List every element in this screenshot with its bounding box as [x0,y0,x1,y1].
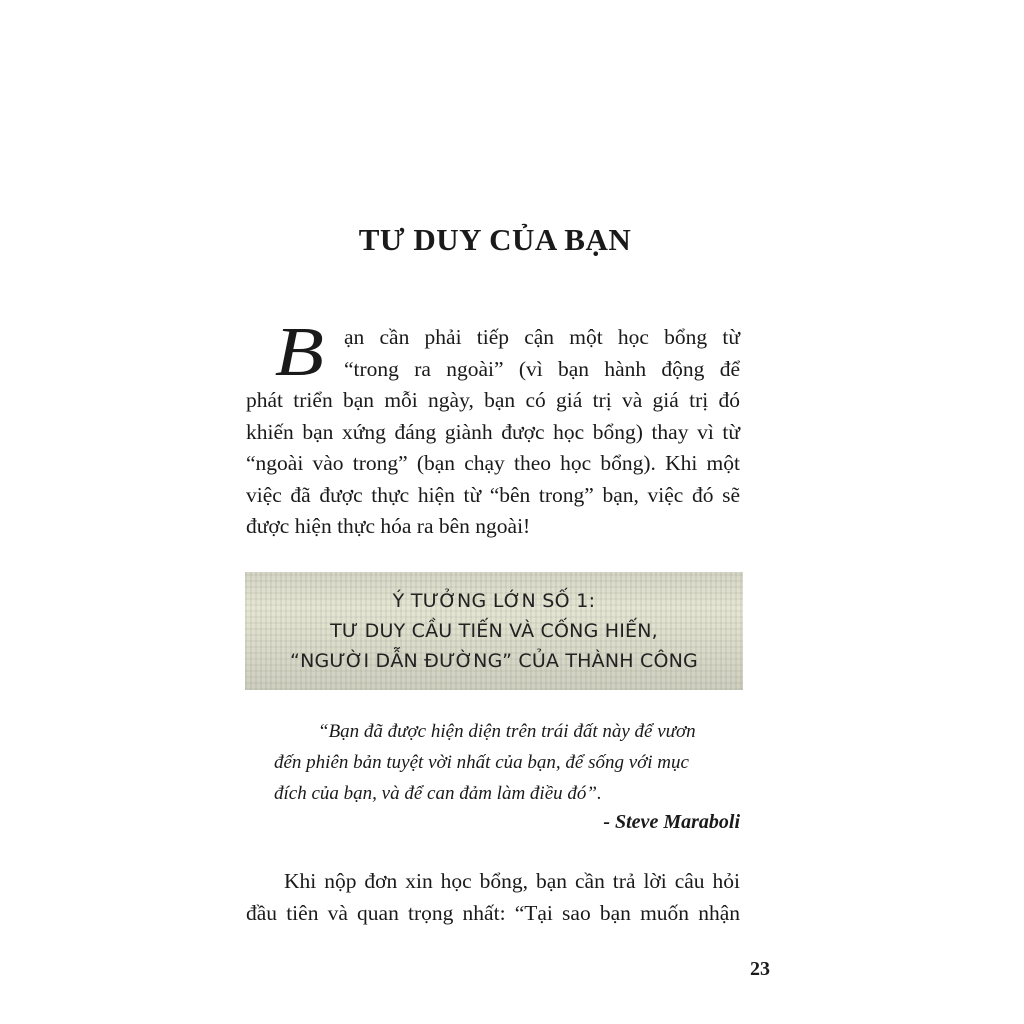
intro-paragraph [246,314,740,543]
intro-line: được hiện thực hóa ra bên ngoài! [246,514,531,538]
drop-cap: B [274,314,324,391]
callout-heading: Ý TƯỞNG LỚN SỐ 1: [392,590,596,612]
callout-line: “NGƯỜI DẪN ĐƯỜNG” CỦA THÀNH CÔNG [290,650,698,672]
intro-line: ạn cần phải tiếp cận một học bổng từ [344,325,740,349]
intro-line: “trong ra ngoài” (vì bạn hành động để [344,356,740,381]
quote-line: đích của bạn, và để can đảm làm điều đó”. [274,783,602,804]
intro-line: phát triển bạn mỗi ngày, bạn có giá trị và giá trị đó [246,388,740,412]
chapter-title: TƯ DUY CỦA BẠN [358,222,632,257]
big-idea-callout [245,572,743,690]
quote-line: đến phiên bản tuyệt vời nhất của bạn, để sống với mục [274,752,689,773]
epigraph-quote [274,716,714,809]
quote-author: - Steve Maraboli [603,811,740,833]
callout-line: TƯ DUY CẦU TIẾN VÀ CỐNG HIẾN, [330,620,658,642]
page-number: 23 [750,958,770,980]
body-line: Khi nộp đơn xin học bổng, bạn cần trả lời câu hỏi [284,869,740,893]
body-line: đầu tiên và quan trọng nhất: “Tại sao bạn muốn nhận [246,900,740,925]
quote-line: “Bạn đã được hiện diện trên trái đất này để vươn [318,721,696,742]
intro-line: khiến bạn xứng đáng giành được học bổng) thay vì từ [246,419,740,444]
body-paragraph [246,866,740,929]
intro-line: việc đã được thực hiện từ “bên trong” bạn, việc đó sẽ [246,482,740,507]
intro-line: “ngoài vào trong” (bạn chạy theo học bổng). Khi một [246,451,740,475]
